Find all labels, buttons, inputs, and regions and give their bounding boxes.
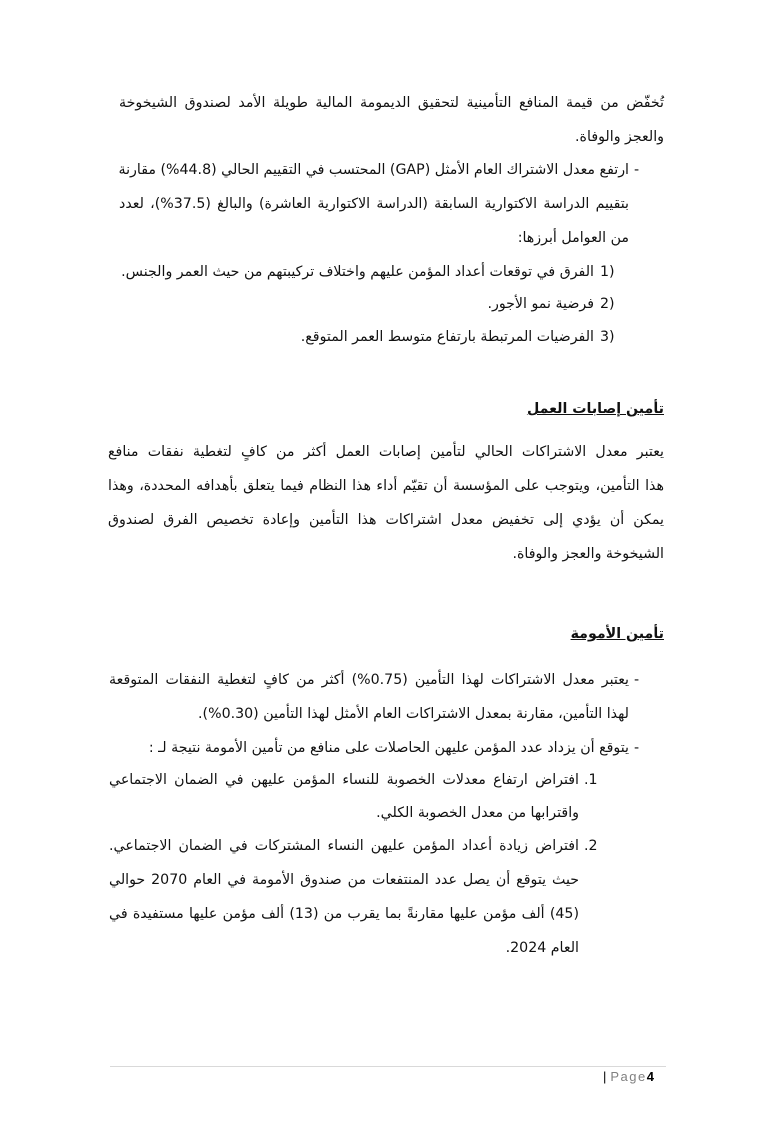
footer-separator: | [603,1069,607,1084]
paragraph-line: يمكن أن يؤدي إلى تخفيض معدل اشتراكات هذا التأمين وإعادة تخصيص الفرق لصندوق [108,512,664,528]
paragraph-line: واقترابها من معدل الخصوبة الكلي. [376,805,579,821]
page-footer [603,1069,654,1084]
section-heading-maternity: تأمين الأمومة [570,626,664,642]
paragraph-line: هذا التأمين، ويتوجب على المؤسسة أن تقيّم أداء هذا النظام فيما يتعلق بأهدافه المحددة، وهذا [108,478,664,494]
item-number: .1 [584,772,598,788]
factor-number: 2) [600,296,615,312]
footer-divider [110,1066,666,1067]
paragraph-line: (45) ألف مؤمن عليها مقارنةً بما يقرب من (13) ألف مؤمن عليها مستفيدة في [109,906,579,922]
factor-item: فرضية نمو الأجور. [487,296,594,312]
section-heading-work-injury: تأمين إصابات العمل [526,401,664,417]
item-number: .2 [584,838,598,854]
paragraph-line: من العوامل أبرزها: [517,230,629,246]
paragraph-line: يعتبر معدل الاشتراكات الحالي لتأمين إصابات العمل أكثر من كافٍ لتغطية نفقات منافع [108,444,664,460]
paragraph-line: يعتبر معدل الاشتراكات لهذا التأمين (0.75%) أكثر من كافٍ لتغطية النفقات المتوقعة [109,672,629,688]
paragraph-line: حيث يتوقع أن يصل عدد المنتفعات من صندوق الأمومة في العام 2070 حوالي [109,872,580,888]
bullet-dash: - [634,672,640,688]
factor-item: الفرق في توقعات أعداد المؤمن عليهم واختلاف تركيبتهم من حيث العمر والجنس. [121,264,594,280]
page-number: 4 [646,1069,654,1084]
factor-item: الفرضيات المرتبطة بارتفاع متوسط العمر المتوقع. [300,329,594,345]
bullet-dash: - [634,740,640,756]
factor-number: 1) [600,264,615,280]
paragraph-line: يتوقع أن يزداد عدد المؤمن عليهن الحاصلات على منافع من تأمين الأمومة نتيجة لـ : [148,740,629,756]
paragraph-line: افتراض زيادة أعداد المؤمن عليهن النساء المشتركات في الضمان الاجتماعي. [109,838,579,854]
page-label: Page [610,1069,647,1084]
paragraph-line: العام 2024. [505,940,579,956]
paragraph-line: افتراض ارتفاع معدلات الخصوبة للنساء المؤمن عليهن في الضمان الاجتماعي [109,772,579,788]
intro-line: والعجز والوفاة. [575,129,664,145]
paragraph-line: ارتفع معدل الاشتراك العام الأمثل (GAP) المحتسب في التقييم الحالي (44.8%) مقارنة [118,162,629,178]
bullet-dash: - [634,162,640,178]
paragraph-line: لهذا التأمين، مقارنة بمعدل الاشتراكات العام الأمثل لهذا التأمين (0.30%). [198,706,629,722]
paragraph-line: الشيخوخة والعجز والوفاة. [512,546,664,562]
paragraph-line: بتقييم الدراسة الاكتوارية السابقة (الدراسة الاكتوارية العاشرة) والبالغ (37.5%)، لعدد [119,196,629,212]
factor-number: 3) [600,329,615,345]
intro-line: تُخفّض من قيمة المنافع التأمينية لتحقيق الديمومة المالية طويلة الأمد لصندوق الشيخوخة [119,95,664,111]
